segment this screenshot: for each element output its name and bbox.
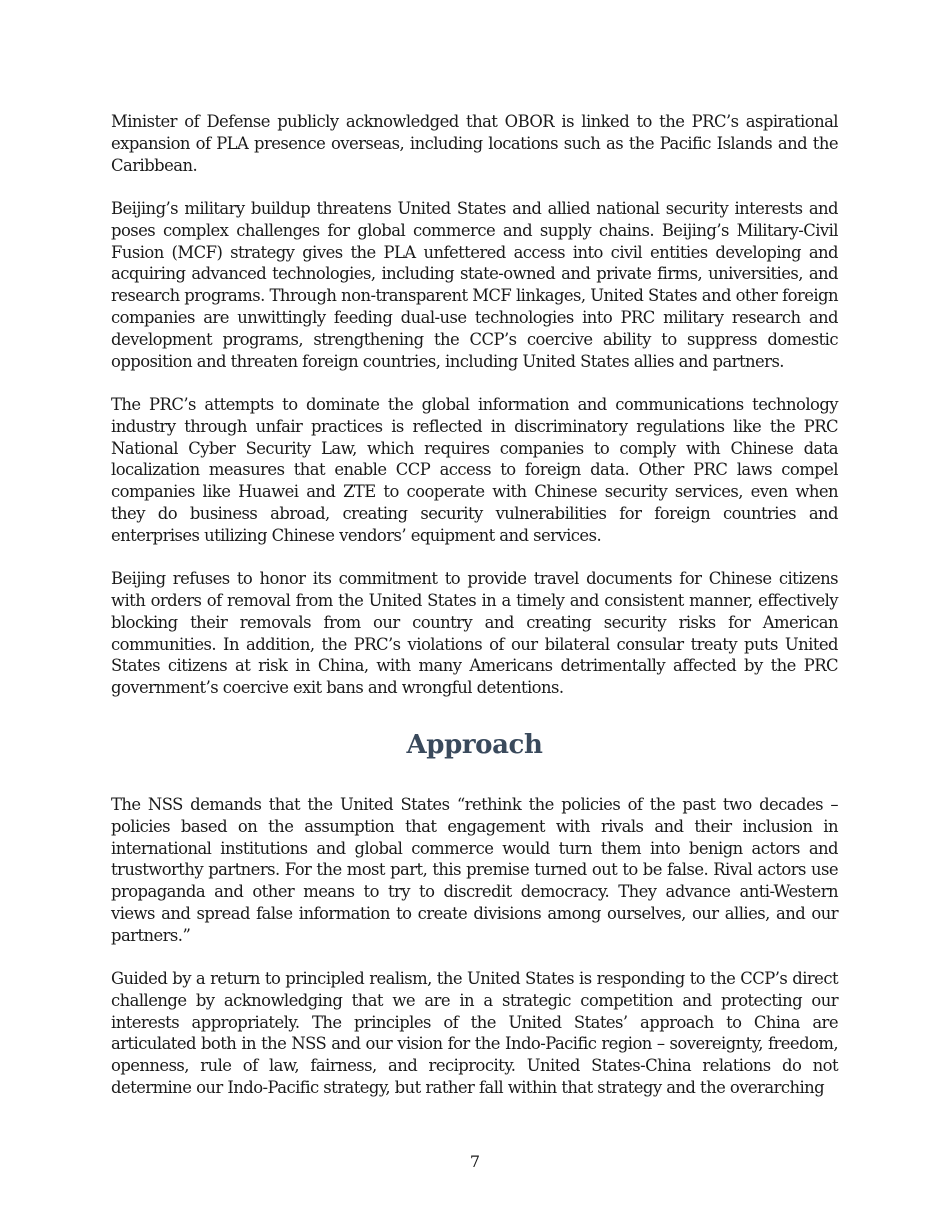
paragraph-principled-realism: Guided by a return to principled realism, the United States is responding to the CCP’s direct challenge by acknowledging that we are in a strategic competition and protecting our interests appropriately. The principles of the United States’ approach to China are articulated both in the NSS and our vision for the Indo-Pacific region – sovereignty, freedom, openness, rule of law, fairness, and reciprocity. United States-China relations do not determine our Indo-Pacific strategy, but rather fall within that strategy and the overarching	[111, 969, 838, 1098]
document-page	[111, 111, 838, 1120]
section-heading-approach: Approach	[406, 729, 543, 760]
paragraph-ict-dominance: The PRC’s attempts to dominate the global information and communications technology industry through unfair practices is reflected in discriminatory regulations like the PRC National Cyber Security Law, which requires companies to comply with Chinese data localization measures that enable CCP access to foreign data. Other PRC laws compel companies like Huawei and ZTE to cooperate with Chinese security services, even when they do business abroad, creating security vulnerabilities for foreign countries and enterprises utilizing Chinese vendors’ equipment and services.	[111, 394, 838, 545]
paragraph-nss-quote: The NSS demands that the United States “rethink the policies of the past two decades – policies based on the assumption that engagement with rivals and their inclusion in international institutions and global commerce would turn them into benign actors and trustworthy partners. For the most part, this premise turned out to be false. Rival actors use propaganda and other means to try to discredit democracy. They advance anti-Western views and spread false information to create divisions among ourselves, our allies, and our partners.”	[111, 794, 838, 945]
paragraph-travel-documents: Beijing refuses to honor its commitment to provide travel documents for Chinese citizens with orders of removal from the United States in a timely and consistent manner, effectively blocking their removals from our country and creating security risks for American communities. In addition, the PRC’s violations of our bilateral consular treaty puts United States citizens at risk in China, with many Americans detrimentally affected by the PRC government’s coercive exit bans and wrongful detentions.	[111, 569, 838, 698]
paragraph-obor-defense: Minister of Defense publicly acknowledged that OBOR is linked to the PRC’s aspirational expansion of PLA presence overseas, including locations such as the Pacific Islands and the Caribbean.	[111, 112, 838, 175]
page-number: 7	[469, 1152, 481, 1171]
paragraph-military-buildup: Beijing’s military buildup threatens United States and allied national security interests and poses complex challenges for global commerce and supply chains. Beijing’s Military-Civil Fusion (MCF) strategy gives the PLA unfettered access into civil entities developing and acquiring advanced technologies, including state-owned and private firms, universities, and research programs. Through non-transparent MCF linkages, United States and other foreign companies are unwittingly feeding dual-use technologies into PRC military research and development programs, strengthening the CCP’s coercive ability to suppress domestic opposition and threaten foreign countries, including United States allies and partners.	[111, 198, 838, 371]
